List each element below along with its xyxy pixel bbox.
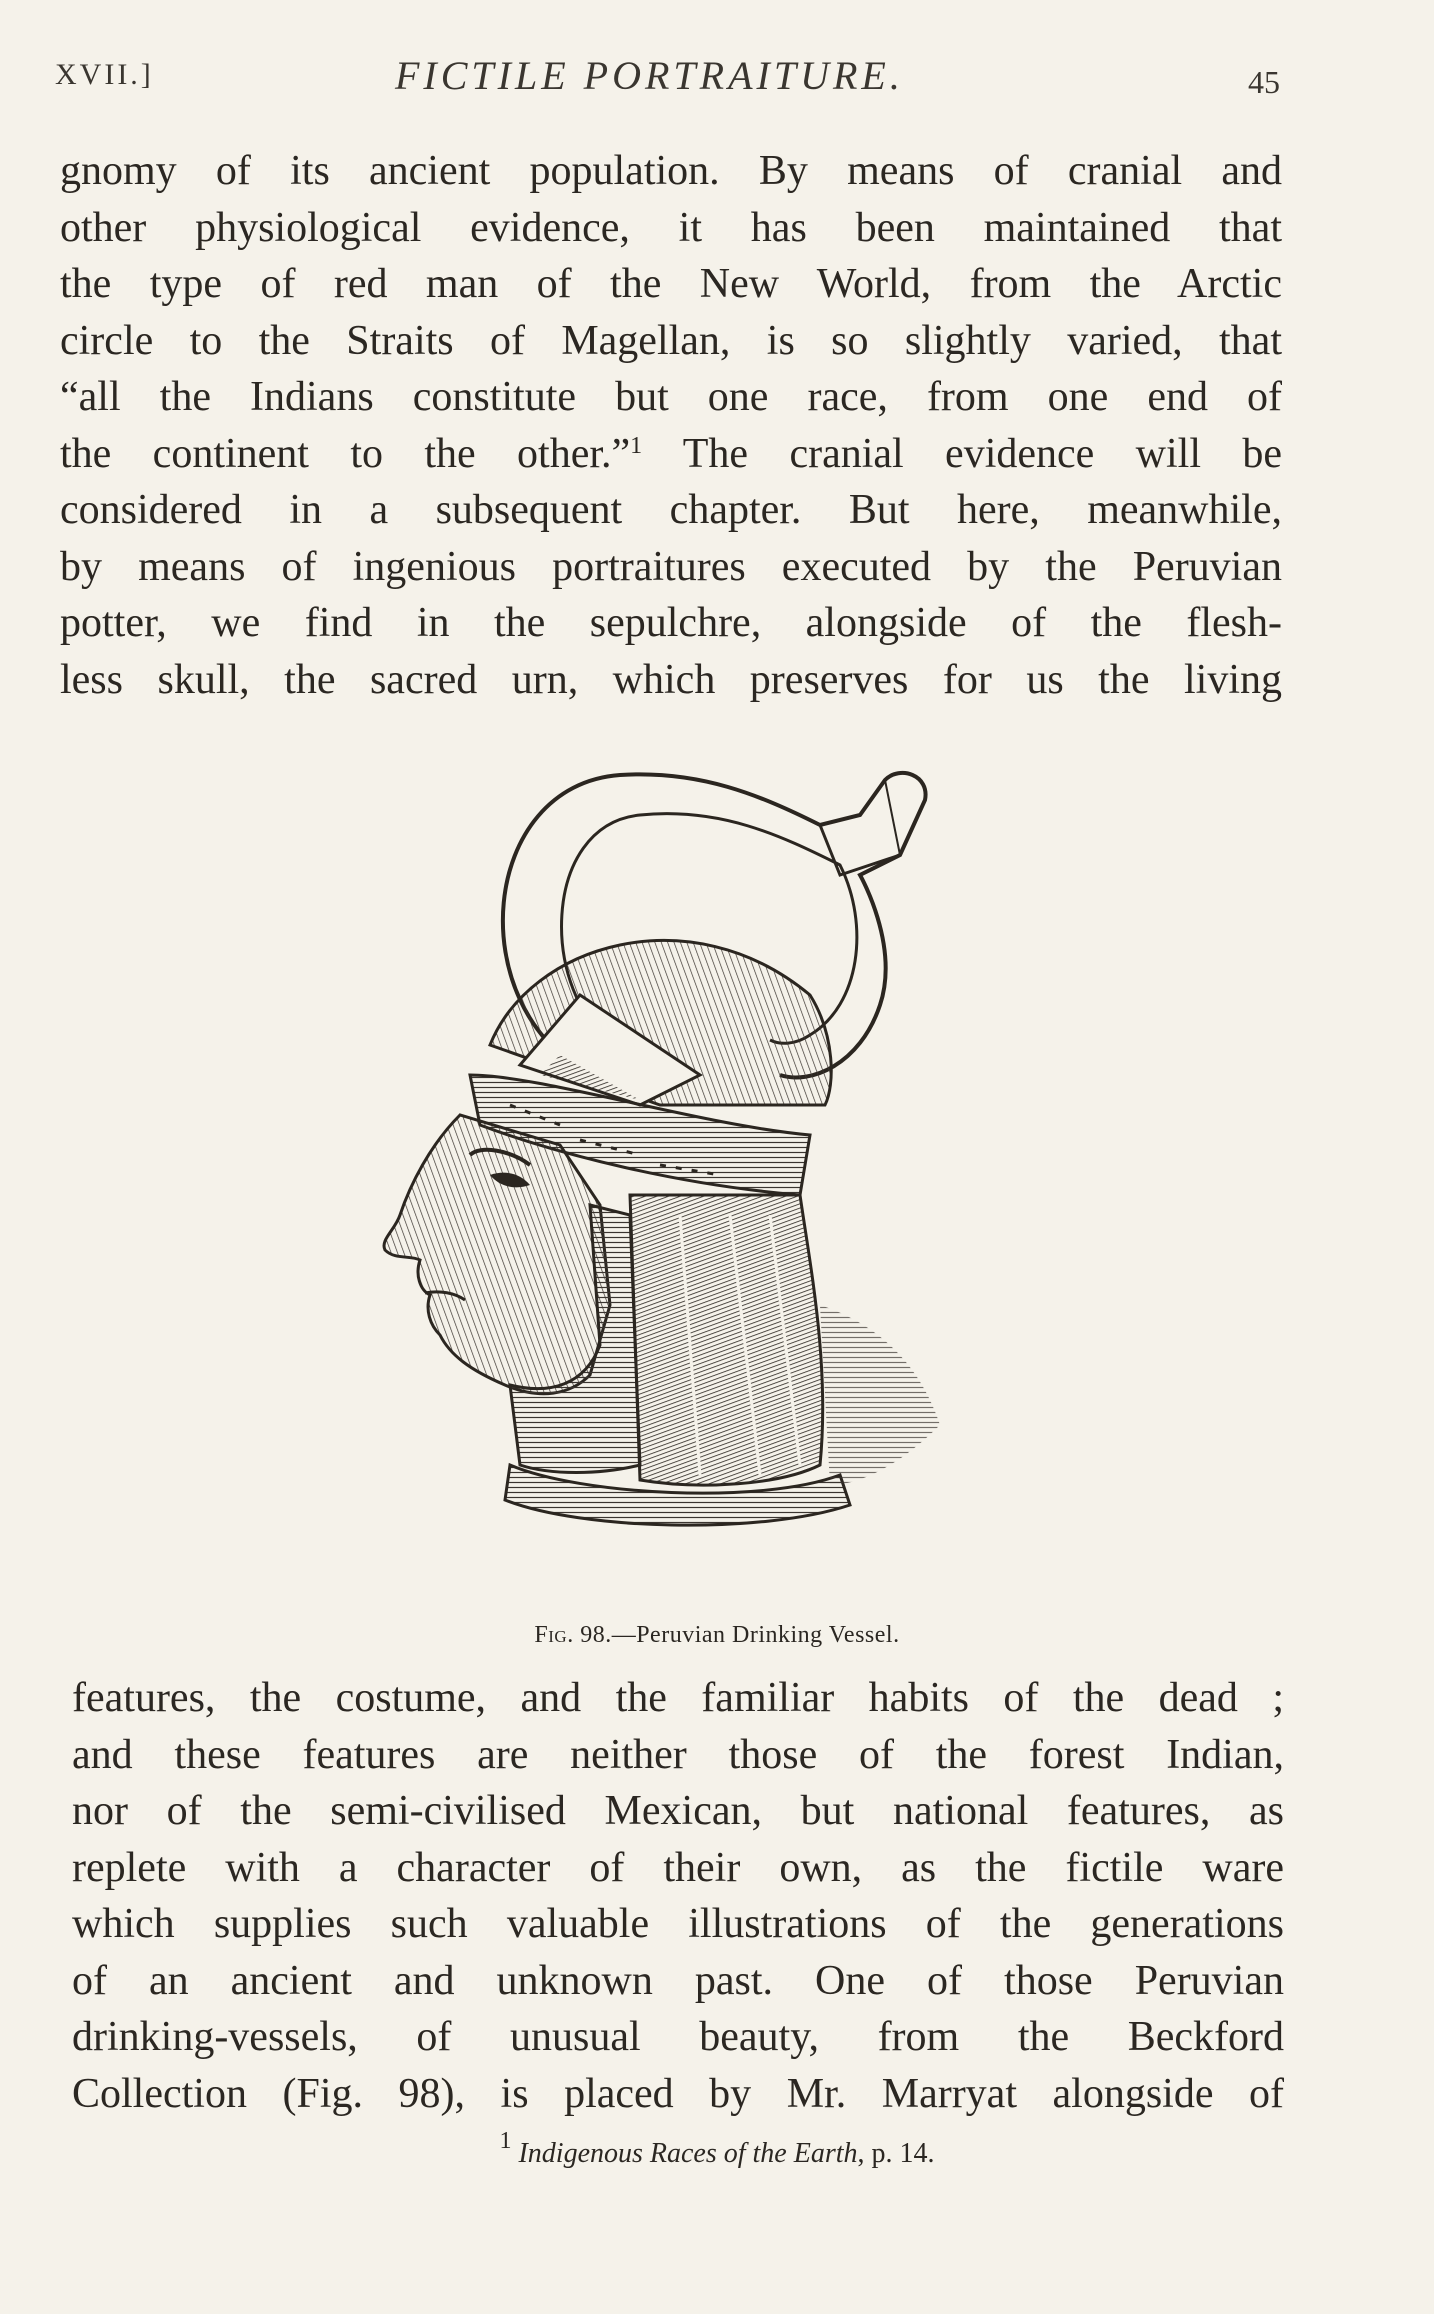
footnote xyxy=(0,2128,1434,2170)
text-line: potter, we find in the sepulchre, alongside of the flesh- xyxy=(60,600,1282,646)
figure-caption xyxy=(0,1622,1434,1649)
footnote-reference: 1 xyxy=(630,432,643,459)
text-line: of an ancient and unknown past. One of those Peruvian xyxy=(72,1957,1284,2004)
footnote-page-reference: , p. 14. xyxy=(857,2138,935,2169)
paragraph-top xyxy=(60,143,1282,708)
running-head xyxy=(55,52,1280,102)
figure-caption-text: 98.—Peruvian Drinking Vessel. xyxy=(573,1622,900,1648)
text-line: by means of ingenious portraitures executed by the Peruvian xyxy=(60,543,1282,590)
text-line: circle to the Straits of Magellan, is so slightly varied, that xyxy=(60,317,1282,364)
text-line: “all the Indians constitute but one race, from one end of xyxy=(60,374,1282,420)
text-line: the type of red man of the New World, from the Arctic xyxy=(60,261,1282,307)
text-line: Collection (Fig. 98), is placed by Mr. Marryat alongside of xyxy=(72,2070,1284,2117)
text-line-with-footnote-ref xyxy=(60,426,1282,483)
text-line: replete with a character of their own, as the fictile ware xyxy=(72,1844,1284,1891)
footnote-source-title: Indigenous Races of the Earth xyxy=(518,2138,858,2169)
chapter-number: XVII.] xyxy=(55,58,154,91)
figure-label: Fig. xyxy=(534,1622,574,1648)
text-line: nor of the semi-civilised Mexican, but national features, as xyxy=(72,1788,1284,1834)
text-line: gnomy of its ancient population. By means of cranial and xyxy=(60,148,1282,194)
text-line: considered in a subsequent chapter. But here, meanwhile, xyxy=(60,487,1282,533)
peruvian-drinking-vessel-illustration xyxy=(340,745,980,1605)
quote-end-text: the continent to the other.” xyxy=(60,430,631,477)
text-line: which supplies such valuable illustrations of the generations xyxy=(72,1901,1284,1947)
text-line: features, the costume, and the familiar habits of the dead ; xyxy=(72,1675,1284,1721)
text-line: drinking-vessels, of unusual beauty, from the Beckford xyxy=(72,2014,1284,2060)
quote-continuation-text: The cranial evidence will be xyxy=(642,430,1282,477)
page-number: 45 xyxy=(1248,64,1280,100)
running-title: FICTILE PORTRAITURE. xyxy=(395,53,904,98)
paragraph-bottom xyxy=(72,1670,1284,2122)
text-line: less skull, the sacred urn, which preserves for us the living xyxy=(60,656,1282,703)
text-line: and these features are neither those of the forest Indian, xyxy=(72,1731,1284,1778)
footnote-marker: 1 xyxy=(499,2128,512,2154)
text-line: other physiological evidence, it has been maintained that xyxy=(60,204,1282,251)
